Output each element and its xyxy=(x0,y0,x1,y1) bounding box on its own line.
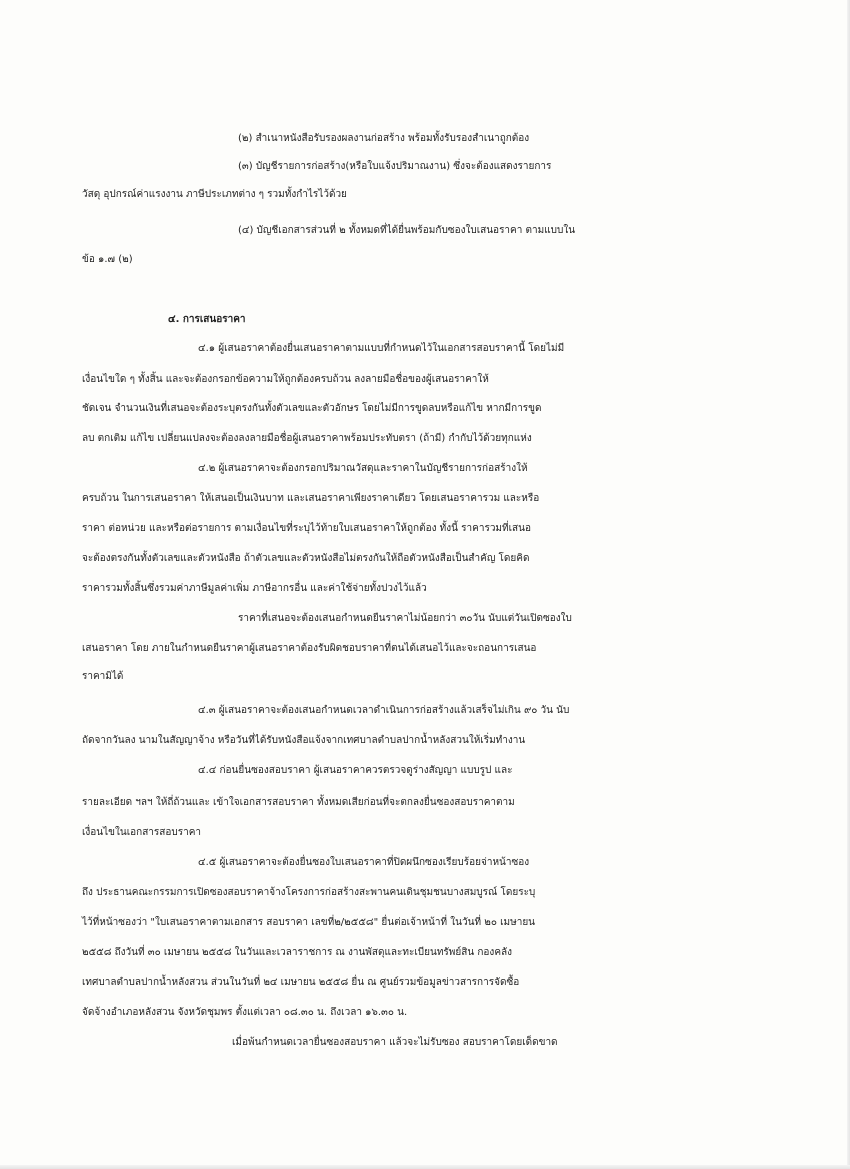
text-line: จะต้องตรงกันทั้งตัวเลขและตัวหนังสือ ถ้าตัวเลขและตัวหนังสือไม่ตรงกันให้ถือตัวหนังสือเป็นสำคัญ โดยคิด xyxy=(82,553,530,564)
text-line: เสนอราคา โดย ภายในกำหนดยืนราคาผู้เสนอราคาต้องรับผิดชอบราคาที่ตนได้เสนอไว้และจะถอนการเสนอ xyxy=(82,643,537,654)
text-line: ราคารวมทั้งสิ้นซึ่งรวมค่าภาษีมูลค่าเพิ่ม ภาษีอากรอื่น และค่าใช้จ่ายทั้งปวงไว้แล้ว xyxy=(82,583,427,594)
text-line: (๓) บัญชีรายการก่อสร้าง(หรือใบแจ้งปริมาณงาน) ซึ่งจะต้องแสดงรายการ xyxy=(238,161,552,172)
text-line: ลบ ตกเติม แก้ไข เปลี่ยนแปลงจะต้องลงลายมือชื่อผู้เสนอราคาพร้อมประทับตรา (ถ้ามี) กำกับไว้ด้วยทุกแห่ง xyxy=(82,433,532,444)
text-line: เงื่อนไขในเอกสารสอบราคา xyxy=(82,827,202,838)
text-line: ชัดเจน จำนวนเงินที่เสนอจะต้องระบุตรงกันทั้งตัวเลขและตัวอักษร โดยไม่มีการขูดลบหรือแก้ไข หากมีการขูด xyxy=(82,403,542,414)
text-line: วัสดุ อุปกรณ์ค่าแรงงาน ภาษีประเภทต่าง ๆ รวมทั้งกำไรไว้ด้วย xyxy=(82,189,347,200)
text-line: ถึง ประธานคณะกรรมการเปิดซองสอบราคาจ้างโครงการก่อสร้างสะพานคนเดินชุมชนบางสมบูรณ์ โดยระบุ xyxy=(82,887,536,898)
text-line: ๒๕๕๘ ถึงวันที่ ๓๐ เมษายน ๒๕๕๘ ในวันและเวลาราชการ ณ งานพัสดุและทะเบียนทรัพย์สิน กองคลัง xyxy=(82,947,513,958)
text-line: เงื่อนไขใด ๆ ทั้งสิ้น และจะต้องกรอกข้อความให้ถูกต้องครบถ้วน ลงลายมือชื่อของผู้เสนอราคาให้ xyxy=(82,374,489,385)
text-line: เทศบาลตำบลปากน้ำหลังสวน ส่วนในวันที่ ๒๔ เมษายน ๒๕๕๘ ยื่น ณ ศูนย์รวมข้อมูลข่าวสารการจัดซื้อ xyxy=(82,977,520,988)
text-line: ข้อ ๑.๗ (๒) xyxy=(82,254,133,265)
text-line: ราคาที่เสนอจะต้องเสนอกำหนดยืนราคาไม่น้อยกว่า ๓๐วัน นับแต่วันเปิดซองใบ xyxy=(238,613,572,624)
text-line: ๔.๔ ก่อนยื่นซองสอบราคา ผู้เสนอราคาควรตรวจดูร่างสัญญา แบบรูป และ xyxy=(198,765,513,776)
text-line: รายละเอียด ฯลฯ ให้ถี่ถ้วนและ เข้าใจเอกสารสอบราคา ทั้งหมดเสียก่อนที่จะตกลงยื่นซองสอบราคาตาม xyxy=(82,797,515,808)
section-heading: ๔. การเสนอราคา xyxy=(168,314,246,325)
text-line: เมื่อพ้นกำหนดเวลายื่นซองสอบราคา แล้วจะไม่รับซอง สอบราคาโดยเด็ดขาด xyxy=(232,1037,558,1048)
text-line: ครบถ้วน ในการเสนอราคา ให้เสนอเป็นเงินบาท และเสนอราคาเพียงราคาเดียว โดยเสนอราคารวม และหรือ xyxy=(82,493,540,504)
text-line: ๔.๕ ผู้เสนอราคาจะต้องยื่นซองใบเสนอราคาที่ปิดผนึกซองเรียบร้อยจ่าหน้าซอง xyxy=(198,857,530,868)
text-line: ราคามิได้ xyxy=(82,671,124,682)
text-line: ๔.๒ ผู้เสนอราคาจะต้องกรอกปริมาณวัสดุและราคาในบัญชีรายการก่อสร้างให้ xyxy=(198,463,528,474)
text-line: ๔.๑ ผู้เสนอราคาต้องยื่นเสนอราคาตามแบบที่กำหนดไว้ในเอกสารสอบราคานี้ โดยไม่มี xyxy=(198,343,565,354)
text-line: (๔) บัญชีเอกสารส่วนที่ ๒ ทั้งหมดที่ได้ยื่นพร้อมกับซองใบเสนอราคา ตามแบบใน xyxy=(238,225,576,236)
text-line: ราคา ต่อหน่วย และหรือต่อรายการ ตามเงื่อนไขที่ระบุไว้ท้ายใบเสนอราคาให้ถูกต้อง ทั้งนี้ ราคารวมที่เสนอ xyxy=(82,523,531,534)
text-line: ถัดจากวันลง นามในสัญญาจ้าง หรือวันที่ได้รับหนังสือแจ้งจากเทศบาลตำบลปากน้ำหลังสวนให้เริ่มทำงาน xyxy=(82,735,526,746)
text-line: (๒) สำเนาหนังสือรับรองผลงานก่อสร้าง พร้อมทั้งรับรองสำเนาถูกต้อง xyxy=(238,133,530,144)
scan-edge-bottom xyxy=(0,1165,850,1169)
text-line: ๔.๓ ผู้เสนอราคาจะต้องเสนอกำหนดเวลาดำเนินการก่อสร้างแล้วเสร็จไม่เกิน ๙๐ วัน นับ xyxy=(198,705,570,716)
text-line: จัดจ้างอำเภอหลังสวน จังหวัดชุมพร ตั้งแต่เวลา ๐๘.๓๐ น. ถึงเวลา ๑๖.๓๐ น. xyxy=(82,1007,408,1018)
text-line: ไว้ที่หน้าซองว่า "ใบเสนอราคาตามเอกสาร สอบราคา เลขที่๒/๒๕๕๘" ยื่นต่อเจ้าหน้าที่ ในวันที่ ๒๐ เมษายน xyxy=(82,917,536,928)
